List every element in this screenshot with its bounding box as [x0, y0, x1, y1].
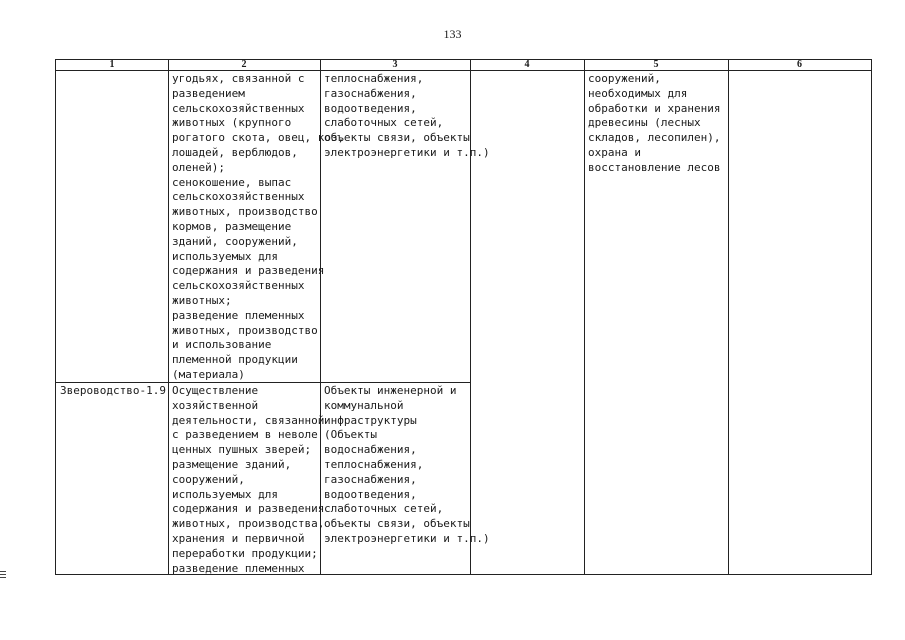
row1-column5-text: сооружений, необходимых для обработки и хранения древесины (лесных складов, лесопилен), охрана и восстановление лесов: [588, 72, 721, 174]
column-header-4: 4: [524, 59, 530, 70]
page-number: 133: [443, 27, 462, 41]
row2-use-name: Звероводство-1.9: [60, 384, 166, 397]
column-header-3: 3: [392, 59, 398, 70]
land-use-table: [55, 59, 872, 575]
row2-permitted-use-description: Осуществление хозяйственной деятельности, связанной с разведением в неволе ценных пушных зверей; размещение зданий, сооружений, используемых для содержания и разведения животных, производства, хранения и первичной переработки продукции; разведение племенных: [172, 384, 325, 575]
column-divider: [584, 60, 585, 574]
header-divider: [56, 70, 871, 71]
column-header-6: 6: [797, 59, 802, 70]
row1-auxiliary-objects: теплоснабжения, газоснабжения, водоотведения, слаботочных сетей, объекты связи, объекты электроэнергетики и т.п.): [324, 72, 490, 159]
column-header-2: 2: [241, 59, 247, 70]
column-divider: [168, 60, 169, 574]
column-header-1: 1: [109, 59, 115, 70]
scan-margin-mark: [0, 571, 6, 580]
column-divider: [728, 60, 729, 574]
column-header-5: 5: [653, 59, 659, 70]
row1-permitted-use-description: угодьях, связанной с разведением сельскохозяйственных животных (крупного рогатого скота, овец, коз, лошадей, верблюдов, оленей); сенокошение, выпас сельскохозяйственных животных, производство кормов, размещение зданий, сооружений, используемых для содержания и разведения сельскохозяйственных животных; разведение племенных животных, производство и использование племенной продукции (материала): [172, 72, 345, 381]
row2-auxiliary-objects: Объекты инженерной и коммунальной инфраструктуры (Объекты водоснабжения, теплоснабжения, газоснабжения, водоотведения, слаботочных сетей, объекты связи, объекты электроэнергетики и т.п.): [324, 384, 490, 545]
